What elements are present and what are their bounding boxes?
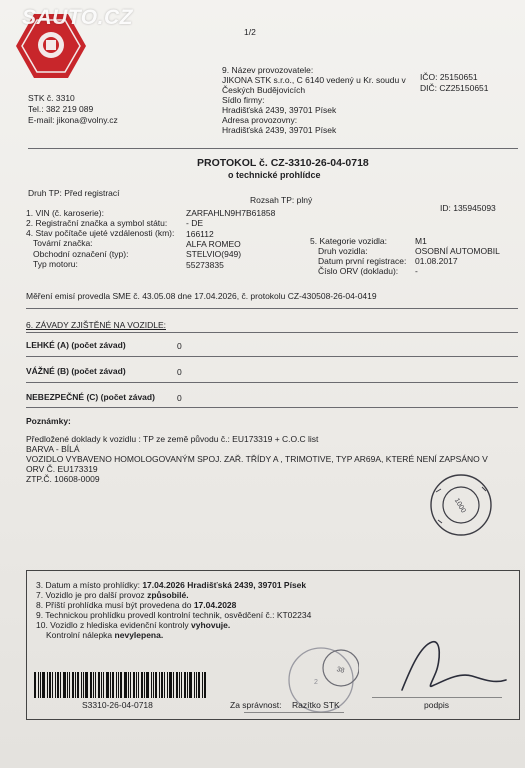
vin-value: ZARFAHLN9H7B61858 bbox=[186, 208, 276, 218]
barcode-number: S3310-26-04-0718 bbox=[82, 700, 153, 710]
barcode-bar bbox=[181, 672, 182, 698]
barcode-bar bbox=[101, 672, 102, 698]
barcode-bar bbox=[90, 672, 92, 698]
barcode-bar bbox=[153, 672, 154, 698]
barcode-bar bbox=[159, 672, 160, 698]
barcode-bar bbox=[128, 672, 129, 698]
svg-text:1000: 1000 bbox=[452, 497, 467, 515]
result-technician: 9. Technickou prohlídku provedl kontrolní technik, osvědčení č.: KT02234 bbox=[36, 610, 312, 620]
signature-label: podpis bbox=[424, 700, 450, 710]
protocol-subtitle: o technické prohlídce bbox=[228, 170, 321, 180]
tp-type: Druh TP: Před registrací bbox=[28, 188, 120, 198]
correctness-label: Za správnost: bbox=[230, 700, 282, 710]
barcode-bar bbox=[120, 672, 122, 698]
barcode-bar bbox=[98, 672, 100, 698]
kind-label: Druh vozidla: bbox=[318, 246, 368, 256]
result-fitness: 7. Vozidlo je pro další provoz způsobilé. bbox=[36, 590, 189, 600]
barcode-bar bbox=[85, 672, 88, 698]
header-divider bbox=[28, 148, 518, 149]
notes-line-4: ORV Č. EU173319 bbox=[26, 464, 98, 474]
barcode-bar bbox=[144, 672, 145, 698]
barcode-bar bbox=[187, 672, 188, 698]
operator-office-label: Adresa provozovny: bbox=[222, 115, 298, 125]
registration-value: - DE bbox=[186, 218, 203, 228]
barcode-bar bbox=[34, 672, 36, 698]
barcode-bar bbox=[52, 672, 53, 698]
svg-text:38: 38 bbox=[335, 666, 346, 675]
vin-label: 1. VIN (č. karoserie): bbox=[26, 208, 104, 218]
barcode-bar bbox=[204, 672, 206, 698]
category-label: 5. Kategorie vozidla: bbox=[310, 236, 388, 246]
stk-number: STK č. 3310 bbox=[28, 93, 75, 103]
barcode-bar bbox=[189, 672, 192, 698]
correctness-line bbox=[244, 712, 344, 713]
barcode-bar bbox=[57, 672, 59, 698]
barcode-bar bbox=[164, 672, 165, 698]
operator-title: 9. Název provozovatele: bbox=[222, 65, 314, 75]
operator-ico: IČO: 25150651 bbox=[420, 72, 478, 82]
barcode-bar bbox=[72, 672, 74, 698]
barcode-bar bbox=[103, 672, 104, 698]
operator-seat: Hradišťská 2439, 39701 Písek bbox=[222, 105, 337, 115]
model-label: Obchodní označení (typ): bbox=[33, 249, 129, 259]
barcode-bar bbox=[83, 672, 84, 698]
document-barcode bbox=[34, 672, 224, 698]
kind-value: OSOBNÍ AUTOMOBIL bbox=[415, 246, 500, 256]
barcode-bar bbox=[112, 672, 114, 698]
barcode-bar bbox=[169, 672, 172, 698]
barcode-bar bbox=[42, 672, 45, 698]
result-evidence: 10. Vozidlo z hlediska evidenční kontroly vyhovuje. bbox=[36, 620, 231, 630]
control-stamp bbox=[428, 472, 494, 538]
registration-label: 2. Registrační značka a symbol státu: bbox=[26, 218, 168, 228]
barcode-bar bbox=[118, 672, 119, 698]
barcode-bar bbox=[40, 672, 41, 698]
notes-line-2: BARVA - BÍLÁ bbox=[26, 444, 80, 454]
defects-dangerous-count: 0 bbox=[177, 393, 182, 403]
barcode-bar bbox=[106, 672, 109, 698]
stk-phone: Tel.: 382 219 089 bbox=[28, 104, 94, 114]
defects-divider-4 bbox=[26, 407, 518, 408]
notes-heading: Poznámky: bbox=[26, 416, 71, 426]
barcode-bar bbox=[124, 672, 127, 698]
barcode-bar bbox=[133, 672, 135, 698]
orv-label: Číslo ORV (dokladu): bbox=[318, 266, 399, 276]
barcode-bar bbox=[63, 672, 66, 698]
barcode-bar bbox=[49, 672, 51, 698]
defects-divider-1 bbox=[26, 332, 518, 333]
barcode-bar bbox=[110, 672, 111, 698]
barcode-bar bbox=[38, 672, 39, 698]
result-date: 3. Datum a místo prohlídky: 17.04.2026 Hradišťská 2439, 39701 Písek bbox=[36, 580, 307, 590]
odometer-value: 166112 bbox=[186, 229, 214, 239]
barcode-bar bbox=[81, 672, 82, 698]
protocol-title: PROTOKOL č. CZ-3310-26-04-0718 bbox=[197, 157, 369, 169]
barcode-bar bbox=[116, 672, 117, 698]
first-reg-label: Datum první registrace: bbox=[318, 256, 407, 266]
odometer-label: 4. Stav počítače ujeté vzdálenosti (km): bbox=[26, 228, 175, 238]
notes-line-3: VOZIDLO VYBAVENO HOMOLOGOVANÝM SPOJ. ZAŘ. TŘÍDY A , TRIMOTIVE, TYP AR69A, KTERÉ NENÍ ZAPSÁNO V bbox=[26, 454, 488, 464]
page-number: 1/2 bbox=[244, 27, 256, 37]
defects-divider-3 bbox=[26, 382, 518, 383]
barcode-bar bbox=[130, 672, 131, 698]
barcode-bar bbox=[138, 672, 139, 698]
defects-dangerous-label: NEBEZPEČNÉ (C) (počet závad) bbox=[26, 392, 155, 402]
emissions-divider bbox=[26, 308, 518, 309]
barcode-bar bbox=[95, 672, 96, 698]
barcode-bar bbox=[93, 672, 94, 698]
barcode-bar bbox=[69, 672, 70, 698]
barcode-bar bbox=[184, 672, 186, 698]
svg-text:2: 2 bbox=[314, 679, 318, 686]
barcode-bar bbox=[161, 672, 163, 698]
engine-value: 55273835 bbox=[186, 260, 224, 270]
defects-divider-2 bbox=[26, 356, 518, 357]
defects-heading: 6. ZÁVADY ZJIŠTĚNÉ NA VOZIDLE: bbox=[26, 320, 166, 330]
model-value: STELVIO(949) bbox=[186, 249, 242, 259]
barcode-bar bbox=[155, 672, 157, 698]
barcode-bar bbox=[179, 672, 180, 698]
protocol-id: ID: 135945093 bbox=[440, 203, 496, 213]
make-value: ALFA ROMEO bbox=[186, 239, 241, 249]
barcode-bar bbox=[136, 672, 137, 698]
barcode-bar bbox=[198, 672, 200, 698]
orv-value: - bbox=[415, 266, 418, 276]
barcode-bar bbox=[141, 672, 143, 698]
barcode-bar bbox=[151, 672, 152, 698]
watermark: SAUTO.CZ bbox=[22, 6, 133, 29]
tp-scope: Rozsah TP: plný bbox=[250, 195, 313, 205]
stamp-label: Razítko STK bbox=[292, 700, 340, 710]
first-reg-value: 01.08.2017 bbox=[415, 256, 458, 266]
barcode-bar bbox=[196, 672, 197, 698]
category-value: M1 bbox=[415, 236, 427, 246]
result-next: 8. Příští prohlídka musí být provedena do 17.04.2028 bbox=[36, 600, 237, 610]
operator-office: Hradišťská 2439, 39701 Písek bbox=[222, 125, 337, 135]
barcode-bar bbox=[167, 672, 168, 698]
notes-line-1: Předložené doklady k vozidlu : TP ze země původu č.: EU173319 + C.O.C list bbox=[26, 434, 319, 444]
signature-line bbox=[372, 697, 502, 698]
operator-name: JIKONA STK s.r.o., C 6140 vedený u Kr. soudu v bbox=[222, 75, 406, 85]
operator-dic: DIČ: CZ25150651 bbox=[420, 83, 489, 93]
stk-email: E-mail: jikona@volny.cz bbox=[28, 115, 118, 125]
barcode-bar bbox=[55, 672, 56, 698]
barcode-bar bbox=[60, 672, 61, 698]
barcode-bar bbox=[202, 672, 203, 698]
defects-light-label: LEHKÉ (A) (počet závad) bbox=[26, 340, 126, 350]
result-sticker: Kontrolní nálepka nevylepena. bbox=[46, 630, 164, 640]
notes-line-5: ZTP.Č. 10608-0009 bbox=[26, 474, 100, 484]
barcode-bar bbox=[194, 672, 195, 698]
barcode-bar bbox=[146, 672, 149, 698]
signature bbox=[398, 632, 510, 698]
emissions-note: Měření emisí provedla SME č. 43.05.08 dne 17.04.2026, č. protokolu CZ-430508-26-04-0419 bbox=[26, 291, 377, 301]
make-label: Tovární značka: bbox=[33, 238, 93, 248]
barcode-bar bbox=[67, 672, 68, 698]
barcode-bar bbox=[47, 672, 48, 698]
barcode-bar bbox=[77, 672, 79, 698]
barcode-bar bbox=[75, 672, 76, 698]
engine-label: Typ motoru: bbox=[33, 259, 78, 269]
defects-serious-label: VÁŽNÉ (B) (počet závad) bbox=[26, 366, 126, 376]
operator-seat-label: Sídlo firmy: bbox=[222, 95, 265, 105]
barcode-bar bbox=[173, 672, 174, 698]
defects-serious-count: 0 bbox=[177, 367, 182, 377]
operator-court: Českých Budějovicích bbox=[222, 85, 306, 95]
barcode-bar bbox=[176, 672, 178, 698]
defects-light-count: 0 bbox=[177, 341, 182, 351]
